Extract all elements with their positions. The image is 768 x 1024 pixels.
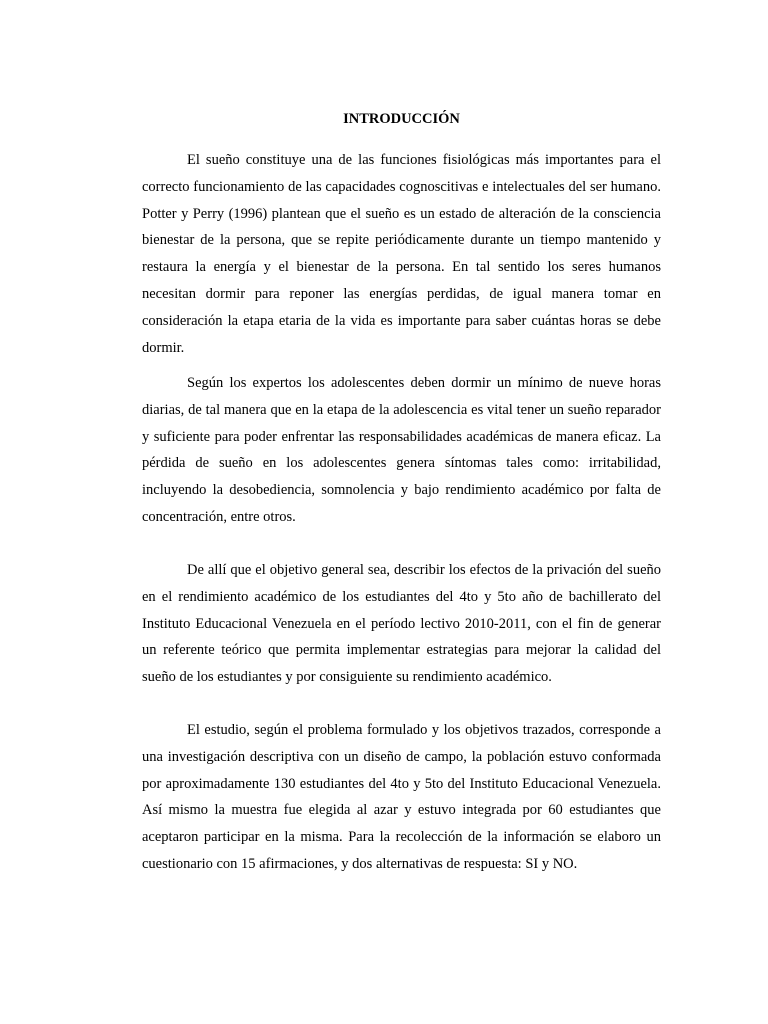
paragraph-1: El sueño constituye una de las funciones fisiológicas más importantes para el correcto funcionamiento de las capacidades cognoscitivas e intelectuales del ser humano. Potter y Perry (1996) plantean que el sueño es un estado de alteración de la consciencia bienestar de la persona, que se repite periódicamente durante un tiempo mantenido y restaura la energía y el bienestar de la persona. En tal sentido los seres humanos necesitan dormir para reponer las energías perdidas, de igual manera tomar en consideración la etapa etaria de la vida es importante para saber cuántas horas se debe dormir. [142, 152, 661, 356]
paragraph-3: De allí que el objetivo general sea, describir los efectos de la privación del sueño en el rendimiento académico de los estudiantes del 4to y 5to año de bachillerato del Instituto Educacional Venezuela en el período lectivo 2010-2011, con el fin de generar un referente teórico que permita implementar estrategias para mejorar la calidad del sueño de los estudiantes y por consiguiente su rendimiento académico. [142, 562, 661, 686]
document-title: INTRODUCCIÓN [343, 111, 460, 127]
paragraph-4: El estudio, según el problema formulado y los objetivos trazados, corresponde a una investigación descriptiva con un diseño de campo, la población estuvo conformada por aproximadamente 130 estudiantes del 4to y 5to del Instituto Educacional Venezuela. Así mismo la muestra fue elegida al azar y estuvo integrada por 60 estudiantes que aceptaron participar en la misma. Para la recolección de la información se elaboro un cuestionario con 15 afirmaciones, y dos alternativas de respuesta: SI y NO. [142, 722, 661, 872]
paragraph-2: Según los expertos los adolescentes deben dormir un mínimo de nueve horas diarias, de tal manera que en la etapa de la adolescencia es vital tener un sueño reparador y suficiente para poder enfrentar las responsabilidades académicas de manera eficaz. La pérdida de sueño en los adolescentes genera síntomas tales como: irritabilidad, incluyendo la desobediencia, somnolencia y bajo rendimiento académico por falta de concentración, entre otros. [142, 375, 661, 525]
